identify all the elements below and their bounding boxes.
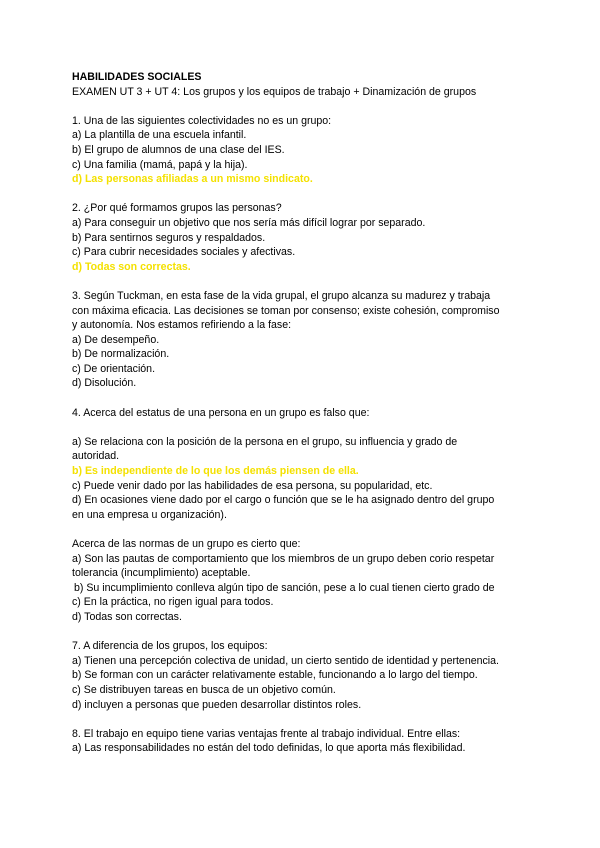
question-text: 8. El trabajo en equipo tiene varias ventajas frente al trabajo individual. Entre ellas:: [72, 727, 461, 740]
option-a-line-2: tolerancia (incumplimiento) aceptable.: [72, 567, 251, 580]
question-7: [72, 639, 542, 712]
option-a-line-2: autoridad.: [72, 450, 120, 463]
option-d: d) Todas son correctas.: [72, 610, 182, 623]
spacer: [72, 274, 542, 289]
option-a: a) Tienen una percepción colectiva de unidad, un cierto sentido de identidad y pertenencia.: [72, 654, 499, 667]
question-text-line-1: 3. Según Tuckman, en esta fase de la vida grupal, el grupo alcanza su madurez y trabaja: [72, 289, 491, 302]
option-d-line-2: en una empresa u organización).: [72, 508, 227, 521]
option-c: c) Para cubrir necesidades sociales y afectivas.: [72, 246, 296, 259]
question-text-line-2: con máxima eficacia. Las decisiones se toman por consenso; existe cohesión, compromiso: [72, 304, 500, 317]
option-d-line-1: d) En ocasiones viene dado por el cargo o función que se le ha asignado dentro del grupo: [72, 494, 495, 507]
question-text: 4. Acerca del estatus de una persona en un grupo es falso que:: [72, 406, 370, 419]
option-c: c) Una familia (mamá, papá y la hija).: [72, 158, 248, 171]
option-d: d) Disolución.: [72, 377, 137, 390]
document-title: HABILIDADES SOCIALES: [72, 71, 202, 83]
option-d: d) incluyen a personas que pueden desarrollar distintos roles.: [72, 698, 362, 711]
option-c: c) Se distribuyen tareas en busca de un objetivo común.: [72, 683, 336, 696]
spacer: [72, 625, 542, 640]
option-a-line-1: a) Son las pautas de comportamiento que los miembros de un grupo deben corio respetar: [72, 552, 495, 565]
question-text: 2. ¿Por qué formamos grupos las personas?: [72, 202, 282, 215]
spacer: [72, 391, 542, 406]
option-b-highlighted: b) Es independiente de lo que los demás piensen de ella.: [72, 465, 359, 478]
question-text: Acerca de las normas de un grupo es cierto que:: [72, 538, 301, 550]
question-5: [72, 537, 542, 625]
option-d-highlighted: d) Todas son correctas.: [72, 260, 191, 273]
question-text: 1. Una de las siguientes colectividades no es un grupo:: [72, 114, 332, 127]
question-text: 7. A diferencia de los grupos, los equipos:: [72, 640, 268, 653]
spacer: [72, 187, 542, 202]
question-8: [72, 727, 542, 756]
option-c: c) Puede venir dado por las habilidades de esa persona, su popularidad, etc.: [72, 479, 433, 492]
option-b: b) De normalización.: [72, 348, 170, 361]
exam-subtitle: EXAMEN UT 3 + UT 4: Los grupos y los equipos de trabajo + Dinamización de grupos: [72, 85, 477, 98]
spacer: [72, 522, 542, 537]
option-b: b) Para sentirnos seguros y respaldados.: [72, 231, 266, 244]
spacer: [72, 712, 542, 727]
question-2: [72, 201, 542, 274]
question-4: [72, 406, 542, 523]
option-b: b) Su incumplimiento conlleva algún tipo de sanción, pese a lo cual tienen cierto grado de: [74, 581, 495, 594]
option-a: a) Las responsabilidades no están del todo definidas, lo que aporta más flexibilidad.: [72, 742, 466, 755]
option-a-line-1: a) Se relaciona con la posición de la persona en el grupo, su influencia y grado de: [72, 435, 458, 448]
option-b: b) Se forman con un carácter relativamente estable, funcionando a lo largo del tiempo.: [72, 669, 478, 682]
question-1: [72, 114, 542, 187]
option-b: b) El grupo de alumnos de una clase del IES.: [72, 143, 285, 156]
question-3: [72, 289, 542, 391]
spacer: [72, 420, 542, 435]
question-text-line-3: y autonomía. Nos estamos refiriendo a la fase:: [72, 319, 292, 332]
document-page: [72, 70, 542, 756]
option-c: c) De orientación.: [72, 362, 156, 375]
option-a: a) De desempeño.: [72, 333, 160, 346]
option-c: c) En la práctica, no rigen igual para todos.: [72, 596, 274, 609]
spacer: [72, 99, 542, 114]
option-a: a) Para conseguir un objetivo que nos sería más difícil lograr por separado.: [72, 216, 426, 229]
option-a: a) La plantilla de una escuela infantil.: [72, 129, 247, 142]
option-d-highlighted: d) Las personas afiliadas a un mismo sindicato.: [72, 173, 313, 186]
